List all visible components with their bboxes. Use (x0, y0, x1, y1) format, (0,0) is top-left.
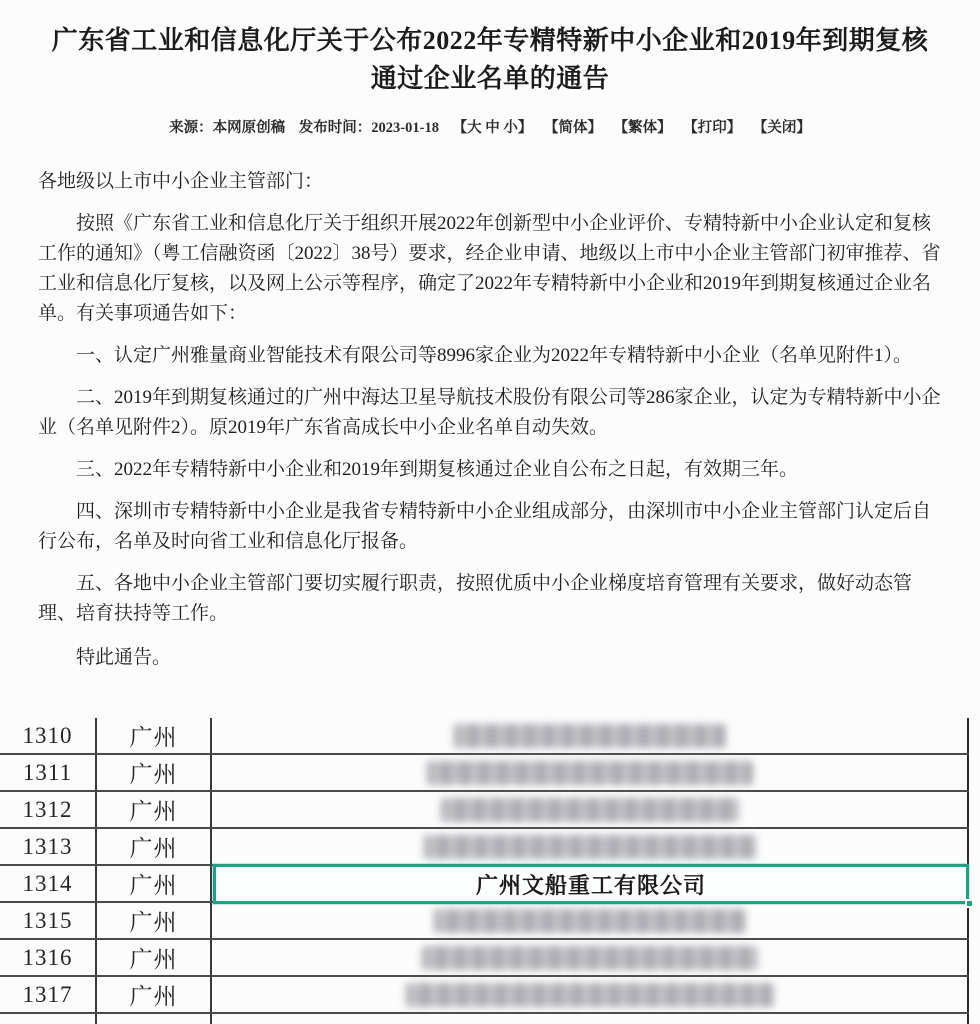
table-row (0, 755, 969, 792)
row-number-cell[interactable]: 1312 (0, 792, 97, 827)
row-number-cell[interactable]: 1313 (0, 829, 97, 864)
paragraph-item-3: 三、2022年专精特新中小企业和2019年到期复核通过企业自公布之日起，有效期三年。 (76, 459, 799, 480)
table-row-partial (0, 1014, 969, 1024)
table-row (0, 792, 969, 829)
table-row-selected (0, 866, 969, 903)
company-cell[interactable] (212, 755, 969, 790)
company-list-table (0, 718, 969, 1024)
table-row (0, 977, 969, 1014)
font-size-medium-button[interactable]: 中 (485, 120, 500, 136)
city-cell (97, 1014, 212, 1024)
city-cell[interactable]: 广州 (97, 829, 212, 864)
paragraph-item-5: 五、各地中小企业主管部门要切实履行职责，按照优质中小企业梯度培育管理有关要求，做好动态管理、培育扶持等工作。 (38, 573, 913, 624)
row-number-cell[interactable]: 1316 (0, 940, 97, 975)
row-number-cell[interactable]: 1310 (0, 718, 97, 753)
source-value: 本网原创稿 (212, 120, 286, 136)
city-cell[interactable]: 广州 (97, 977, 212, 1012)
city-cell[interactable]: 广州 (97, 940, 212, 975)
salutation: 各地级以上市中小企业主管部门： (38, 171, 324, 192)
redacted-company-blur (454, 724, 726, 748)
city-cell[interactable]: 广州 (97, 755, 212, 790)
company-cell (212, 866, 969, 901)
selection-fill-handle[interactable] (965, 899, 974, 908)
row-number-cell (0, 1014, 97, 1024)
bracket-close: 】 (517, 120, 533, 136)
font-size-large-button[interactable]: 大 (467, 120, 482, 136)
redacted-company-blur (424, 835, 756, 859)
selected-company-cell[interactable]: 广州文船重工有限公司 (213, 864, 969, 904)
meta-bar (0, 116, 980, 137)
closing-line: 特此通告。 (76, 647, 172, 668)
company-cell[interactable] (212, 829, 969, 864)
company-cell[interactable] (212, 718, 969, 753)
row-number-cell[interactable]: 1317 (0, 977, 97, 1012)
table-row (0, 718, 969, 755)
notice-body (38, 167, 942, 673)
redacted-company-blur (434, 909, 746, 933)
city-cell[interactable]: 广州 (97, 903, 212, 938)
paragraph-item-4: 四、深圳市专精特新中小企业是我省专精特新中小企业组成部分，由深圳市中小企业主管部门认定后自行公布，名单及时向省工业和信息化厅报备。 (38, 501, 932, 552)
redacted-company-blur (441, 798, 739, 822)
publish-label: 发布时间： (298, 120, 372, 136)
simplified-chinese-link[interactable]: 【简体】 (543, 120, 602, 136)
redacted-company-blur (422, 946, 758, 970)
redacted-company-blur (406, 983, 774, 1007)
close-link[interactable]: 【关闭】 (752, 120, 811, 136)
table-row (0, 829, 969, 866)
bracket-open: 【 (452, 120, 468, 136)
company-cell (212, 1014, 969, 1024)
table-row (0, 940, 969, 977)
row-number-cell[interactable]: 1311 (0, 755, 97, 790)
redacted-company-blur (427, 761, 753, 785)
font-size-small-button[interactable]: 小 (503, 120, 518, 136)
publish-date: 2023-01-18 (371, 120, 439, 136)
row-number-cell[interactable]: 1314 (0, 866, 97, 901)
city-cell[interactable]: 广州 (97, 718, 212, 753)
paragraph-item-1: 一、认定广州雅量商业智能技术有限公司等8996家企业为2022年专精特新中小企业（名单见附件1）。 (76, 345, 913, 366)
paragraph-item-2: 二、2019年到期复核通过的广州中海达卫星导航技术股份有限公司等286家企业，认定为专精特新中小企业（名单见附件2）。原2019年广东省高成长中小企业名单自动失效。 (38, 387, 941, 438)
paragraph-intro: 按照《广东省工业和信息化厅关于组织开展2022年创新型中小企业评价、专精特新中小企业认定和复核工作的通知》（粤工信融资函〔2022〕38号）要求，经企业申请、地级以上市中小企业主管部门初审推荐、省工业和信息化厅复核，以及网上公示等程序，确定了2022年专精特新中小企业和2019年到期复核通过企业名单。有关事项通告如下： (38, 213, 941, 324)
table-row (0, 903, 969, 940)
font-size-control (453, 120, 533, 136)
page-title: 广东省工业和信息化厅关于公布2022年专精特新中小企业和2019年到期复核通过企业名单的通告 (51, 26, 929, 93)
company-cell[interactable] (212, 977, 969, 1012)
company-cell[interactable] (212, 792, 969, 827)
row-number-cell[interactable]: 1315 (0, 903, 97, 938)
traditional-chinese-link[interactable]: 【繁体】 (613, 120, 672, 136)
city-cell[interactable]: 广州 (97, 866, 212, 901)
print-link[interactable]: 【打印】 (683, 120, 742, 136)
company-cell[interactable] (212, 903, 969, 938)
city-cell[interactable]: 广州 (97, 792, 212, 827)
company-cell[interactable] (212, 940, 969, 975)
source-label: 来源： (169, 120, 213, 136)
